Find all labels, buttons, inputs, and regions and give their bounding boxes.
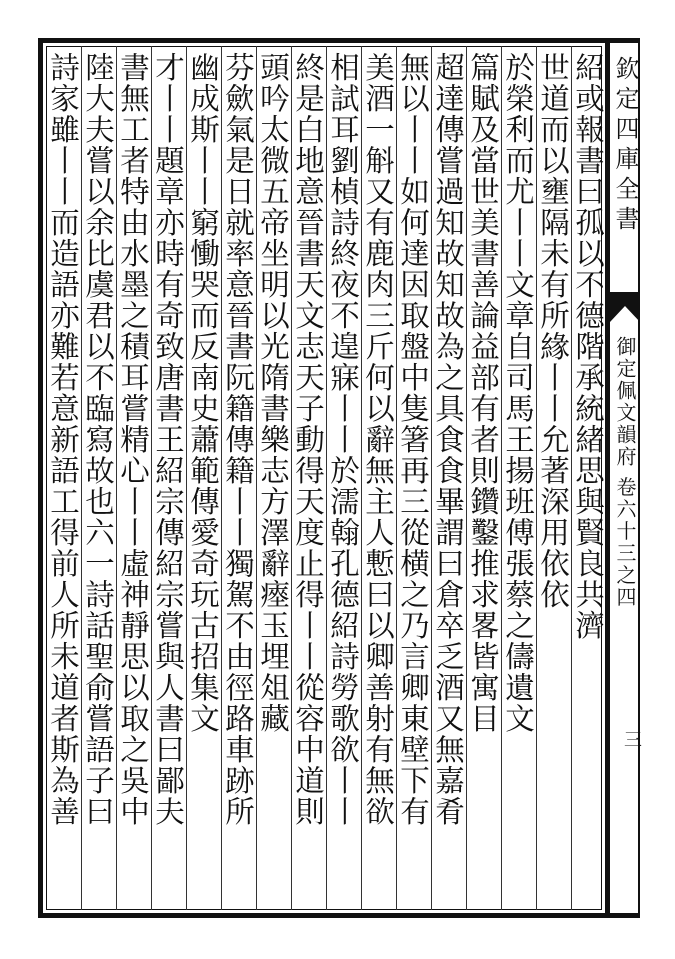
text-column: 紹或報書曰孤以不德階承統緒思與賢良共濟 (571, 52, 605, 641)
margin-title: 欽定四庫全書 (611, 56, 639, 236)
text-column: 頭吟太微五帝坐明以光隋書樂志方澤辭瘞玉埋俎藏 (256, 52, 290, 734)
text-column: 篇賦及當世美書善論益部有者則鑽鑿推求畧皆寓目 (466, 52, 500, 734)
text-column: 相試耳劉楨詩終夜不遑寐丨丨於濡翰孔德紹詩勞歌欲丨丨 (326, 52, 360, 827)
text-column: 終是白地意晉書天文志天子動得天度止得丨丨從容中道則 (291, 52, 325, 827)
text-column: 才丨丨題章亦時有奇致唐書王紹宗傳紹宗嘗與人書曰鄙夫 (151, 52, 185, 827)
text-column: 美酒一斛又有鹿肉三斤何以辭無主人慙曰以卿善射有無欲 (361, 52, 395, 827)
margin-volume: 御定佩文韻府 卷六十三之四 (613, 336, 637, 609)
page-number: 三 (621, 730, 642, 748)
text-column: 於榮利而尤丨丨文章自司馬王揚班傅張蔡之儔遺文 (501, 52, 535, 734)
text-column: 世道而以壅隔未有所緣丨丨允著深用依依 (536, 52, 570, 610)
text-column: 書無工者特由水墨之積耳嘗精心丨丨虛神靜思以取之吳中 (116, 52, 150, 827)
text-column: 幽成斯丨丨窮慟哭而反南史蕭範傳愛奇玩古招集文 (186, 52, 220, 734)
text-column: 芬歛氣是日就率意晉書阮籍傳籍丨丨獨駕不由徑路車跡所 (221, 52, 255, 827)
text-column: 超達傳嘗過知故知故為之具食食畢謂曰倉卒乏酒又無嘉肴 (431, 52, 465, 827)
text-column: 詩家雖丨丨而造語亦難若意新語工得前人所未道者斯為善 (46, 52, 80, 827)
text-column: 無以丨丨如何達因取盤中隻箸再三從横之乃言卿東壁下有 (396, 52, 430, 827)
fishtail-mark-icon (610, 292, 640, 322)
text-column: 陸大夫嘗以余比虞君以不臨寫故也六一詩話聖俞嘗語子曰 (81, 52, 115, 827)
